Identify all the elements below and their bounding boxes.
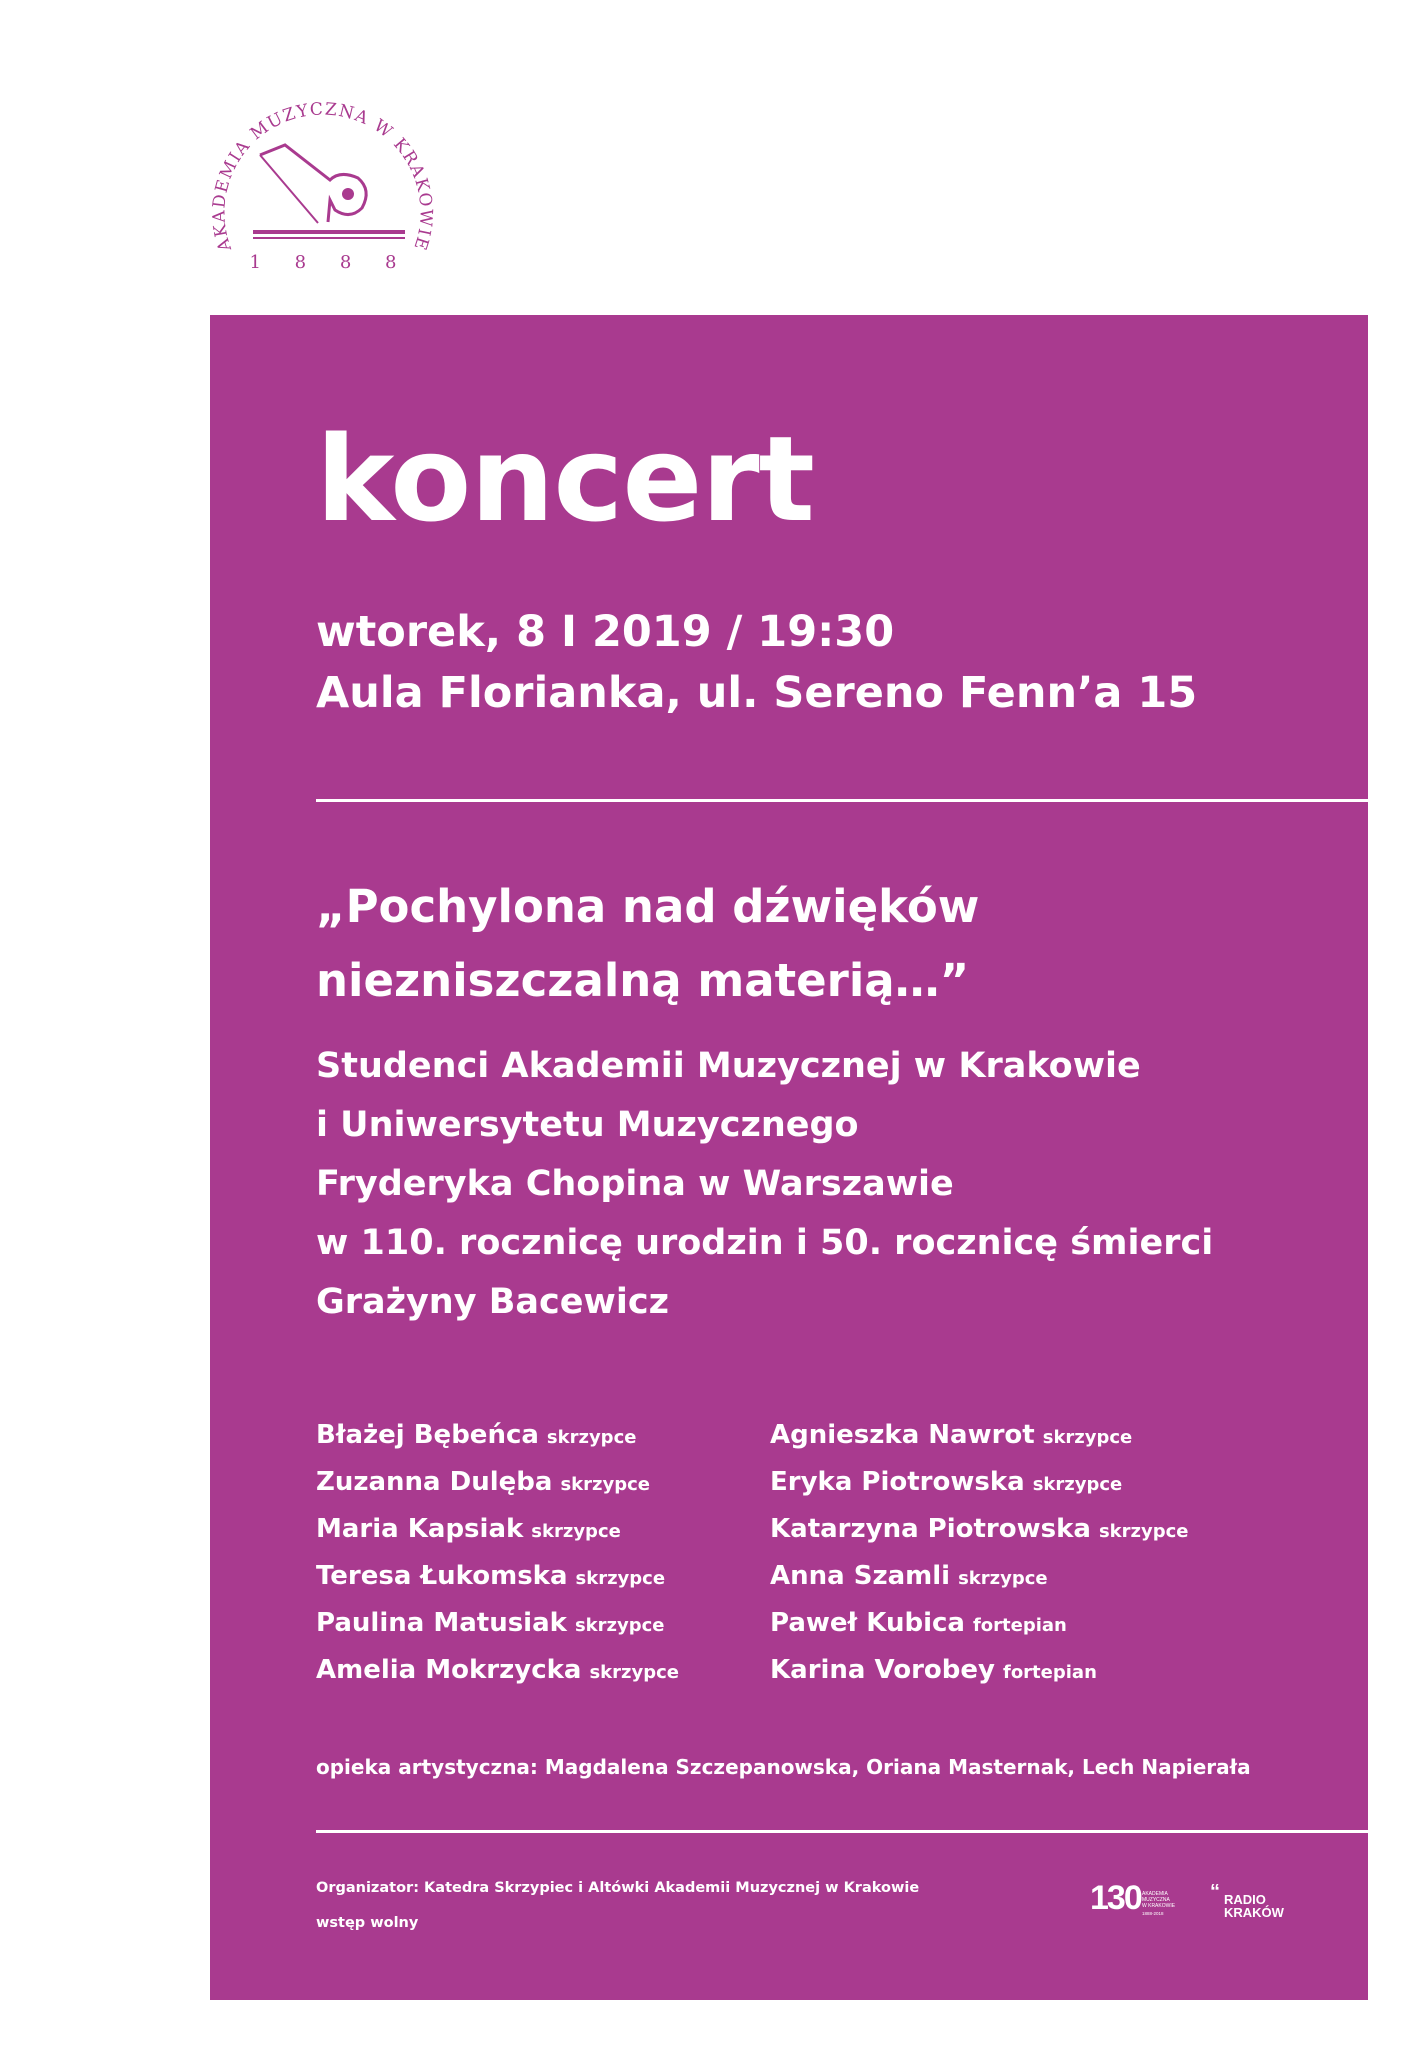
anniversary-text-line: AKADEMIA [1142, 1891, 1168, 1897]
performer-name: Paulina Matusiak [316, 1608, 567, 1638]
performer [770, 1655, 1189, 1702]
performer-name: Eryka Piotrowska [770, 1467, 1025, 1497]
performer [316, 1467, 679, 1514]
piano-note-icon [260, 145, 366, 222]
performers-left-column [316, 1420, 679, 1702]
concert-quote [316, 870, 979, 1018]
anniversary-number: 130 [1090, 1879, 1141, 1917]
performer-instrument: skrzypce [958, 1568, 1048, 1589]
radio-krakow-logo [1210, 1880, 1290, 1925]
performer [316, 1514, 679, 1561]
artistic-care: opieka artystyczna: Magdalena Szczepanowska, Oriana Masternak, Lech Napierała [316, 1755, 1251, 1779]
performer [316, 1420, 679, 1467]
description-line: Studenci Akademii Muzycznej w Krakowie [316, 1046, 1141, 1086]
performer [770, 1561, 1189, 1608]
performer [770, 1608, 1189, 1655]
performer [770, 1514, 1189, 1561]
performer-instrument: fortepian [972, 1615, 1067, 1636]
anniversary-text-line: W KRAKOWIE [1142, 1903, 1176, 1909]
description-line: i Uniwersytetu Muzycznego [316, 1105, 859, 1145]
event-date-time: wtorek, 8 I 2019 / 19:30 [316, 607, 895, 657]
performer-name: Maria Kapsiak [316, 1514, 524, 1544]
performer-instrument: skrzypce [546, 1427, 637, 1448]
poster-panel [210, 315, 1368, 2000]
performer-name: Błażej Bębeńca [316, 1420, 539, 1450]
logo-year: 1 8 8 8 [249, 252, 411, 273]
performer-name: Karina Vorobey [770, 1655, 995, 1685]
quote-line: „Pochylona nad dźwięków [316, 880, 980, 933]
performer-name: Agnieszka Nawrot [770, 1420, 1035, 1450]
description-line: Fryderyka Chopina w Warszawie [316, 1164, 954, 1204]
performer-instrument: skrzypce [1032, 1474, 1123, 1495]
performer-instrument: skrzypce [560, 1474, 650, 1495]
performer [316, 1608, 679, 1655]
logo-bar [253, 230, 405, 234]
performer-instrument: skrzypce [1042, 1427, 1133, 1448]
radio-logo-line: RADIO [1224, 1892, 1266, 1907]
performer-instrument: skrzypce [531, 1521, 621, 1542]
organizer: Organizator: Katedra Skrzypiec i Altówki Akademii Muzycznej w Krakowie [316, 1880, 920, 1896]
performer-instrument: skrzypce [1098, 1521, 1189, 1542]
performer-name: Anna Szamli [770, 1561, 951, 1591]
performer [770, 1467, 1189, 1514]
performer [316, 1561, 679, 1608]
performer [770, 1420, 1189, 1467]
performers-right-column [770, 1420, 1189, 1702]
poster-title: koncert [316, 410, 814, 548]
description-line: w 110. rocznicę urodzin i 50. rocznicę śmierci [316, 1223, 1214, 1263]
performer-name: Amelia Mokrzycka [316, 1655, 582, 1685]
quote-mark-icon: “ [1210, 1881, 1220, 1903]
performer-instrument: skrzypce [589, 1662, 679, 1683]
anniversary-text-line: MUZYCZNA [1142, 1897, 1170, 1903]
performer-name: Paweł Kubica [770, 1608, 965, 1638]
divider-bottom [316, 1830, 1368, 1833]
performer-name: Zuzanna Dulęba [316, 1467, 553, 1497]
academy-logo [190, 70, 470, 290]
admission: wstęp wolny [316, 1915, 419, 1931]
performer-instrument: fortepian [1002, 1662, 1097, 1683]
radio-logo-line: KRAKÓW [1224, 1905, 1284, 1920]
quote-line: niezniszczalną materią…” [316, 954, 970, 1007]
performer-instrument: skrzypce [574, 1615, 665, 1636]
logo-arc-text: AKADEMIA MUZYCZNA W KRAKOWIE [209, 99, 436, 254]
divider-top [316, 799, 1368, 802]
performer-name: Katarzyna Piotrowska [770, 1514, 1091, 1544]
anniversary-130-logo [1090, 1875, 1180, 1927]
note-head-icon [342, 188, 354, 200]
anniversary-text-line: 1888-2018 [1142, 1911, 1164, 1916]
event-venue: Aula Florianka, ul. Sereno Fenn’a 15 [316, 668, 1198, 718]
performer [316, 1655, 679, 1702]
description-line: Grażyny Bacewicz [316, 1282, 669, 1322]
concert-description [316, 1037, 1213, 1332]
performer-instrument: skrzypce [575, 1568, 666, 1589]
logo-bar-thin [253, 237, 405, 239]
performer-name: Teresa Łukomska [316, 1561, 568, 1591]
